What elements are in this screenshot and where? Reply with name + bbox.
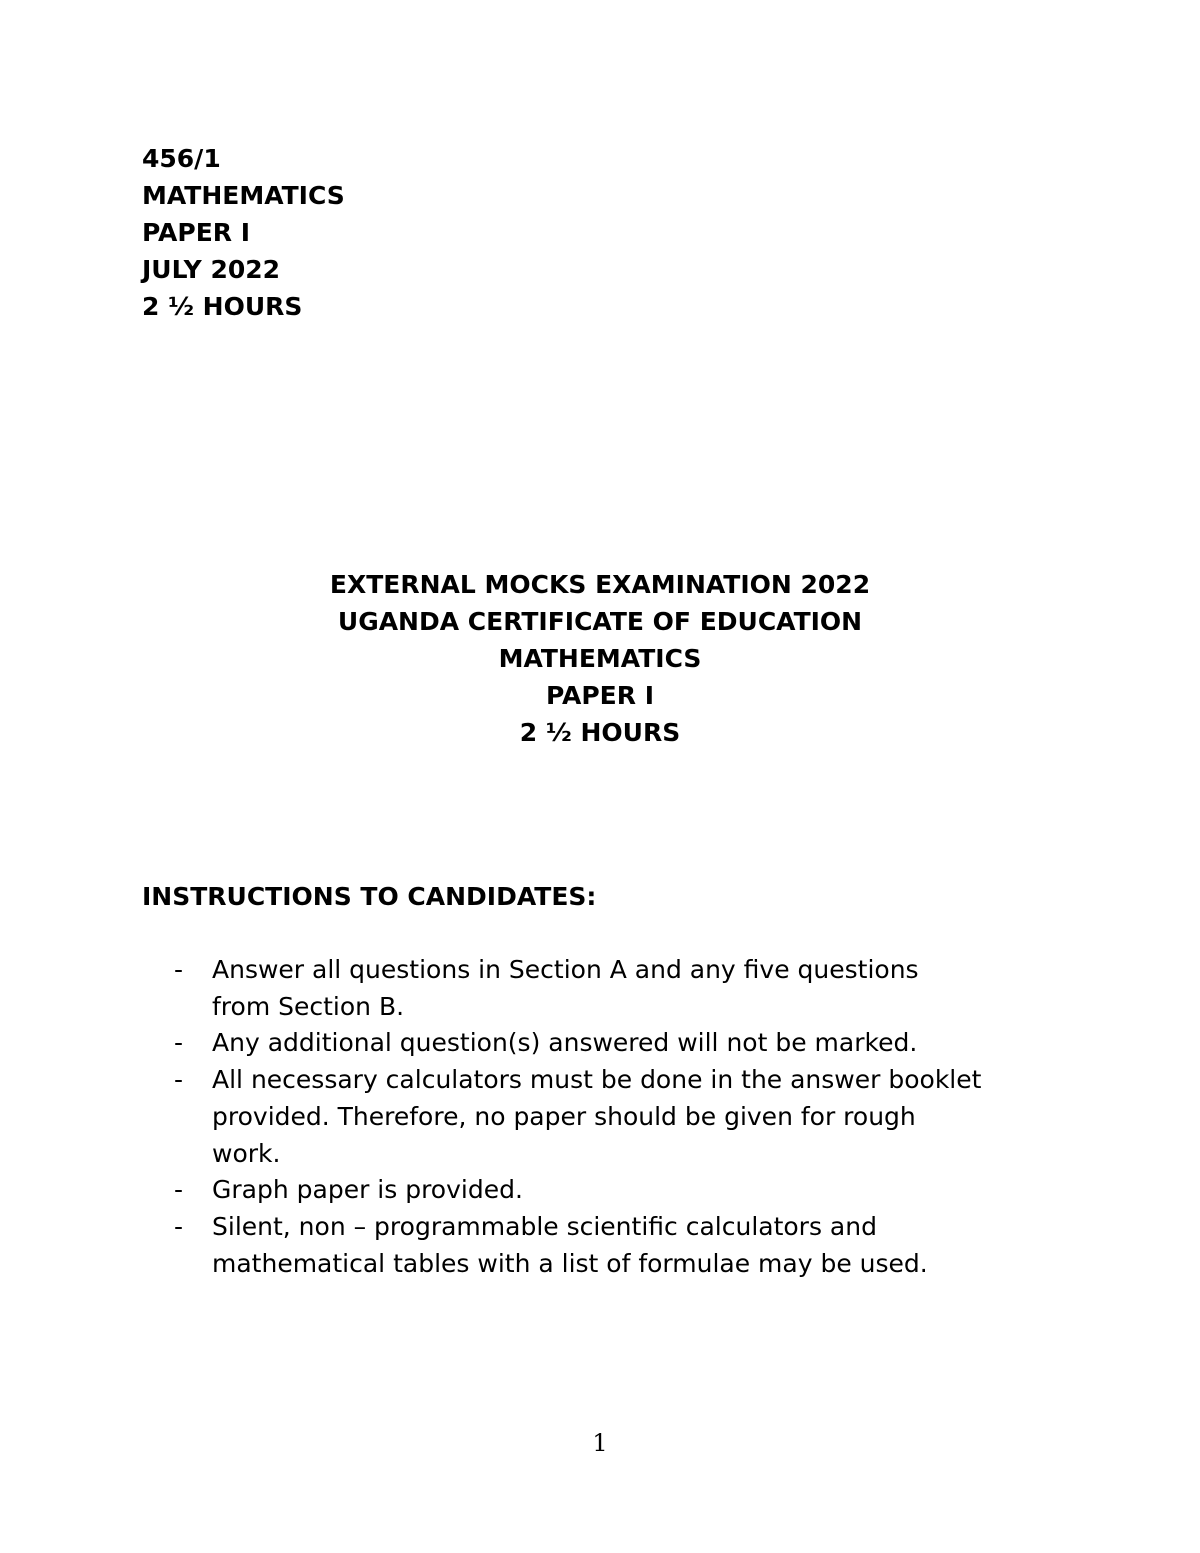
instruction-line: provided. Therefore, no paper should be given for rough bbox=[212, 1101, 916, 1131]
subject-name: MATHEMATICS bbox=[142, 181, 345, 210]
list-bullet: - bbox=[174, 1028, 184, 1058]
instruction-line: Silent, non – programmable scientific calculators and bbox=[212, 1211, 877, 1241]
exam-title: EXTERNAL MOCKS EXAMINATION 2022 bbox=[329, 570, 871, 599]
instruction-line: All necessary calculators must be done in the answer booklet bbox=[212, 1065, 982, 1095]
list-bullet: - bbox=[174, 1065, 184, 1095]
instruction-line: Graph paper is provided. bbox=[212, 1175, 523, 1205]
page-number: 1 bbox=[592, 1429, 608, 1457]
title-subject: MATHEMATICS bbox=[498, 644, 702, 673]
instructions-heading: INSTRUCTIONS TO CANDIDATES: bbox=[142, 882, 597, 911]
instruction-line: work. bbox=[212, 1138, 281, 1168]
instruction-item bbox=[174, 1025, 1074, 1062]
instruction-line: Answer all questions in Section A and any five questions bbox=[212, 955, 919, 984]
list-bullet: - bbox=[174, 1175, 184, 1205]
instruction-item bbox=[174, 1209, 1074, 1282]
paper-code: 456/1 bbox=[142, 144, 221, 173]
instruction-line: mathematical tables with a list of formulae may be used. bbox=[212, 1248, 928, 1278]
title-paper: PAPER I bbox=[545, 681, 655, 710]
list-bullet: - bbox=[174, 955, 184, 984]
exam-date: JULY 2022 bbox=[142, 255, 281, 284]
list-bullet: - bbox=[174, 1211, 184, 1241]
exam-duration: 2 ½ HOURS bbox=[142, 292, 303, 321]
instruction-item bbox=[174, 1062, 1074, 1172]
exam-title-block bbox=[0, 566, 1200, 751]
certificate-name: UGANDA CERTIFICATE OF EDUCATION bbox=[337, 607, 863, 636]
instruction-item bbox=[174, 1172, 1074, 1209]
paper-number: PAPER I bbox=[142, 218, 251, 247]
instructions-list bbox=[174, 952, 1074, 1282]
instruction-item bbox=[174, 952, 1074, 1025]
instruction-line: Any additional question(s) answered will not be marked. bbox=[212, 1028, 918, 1058]
paper-header bbox=[142, 140, 742, 325]
instruction-line: from Section B. bbox=[212, 991, 405, 1021]
title-duration: 2 ½ HOURS bbox=[519, 718, 681, 747]
